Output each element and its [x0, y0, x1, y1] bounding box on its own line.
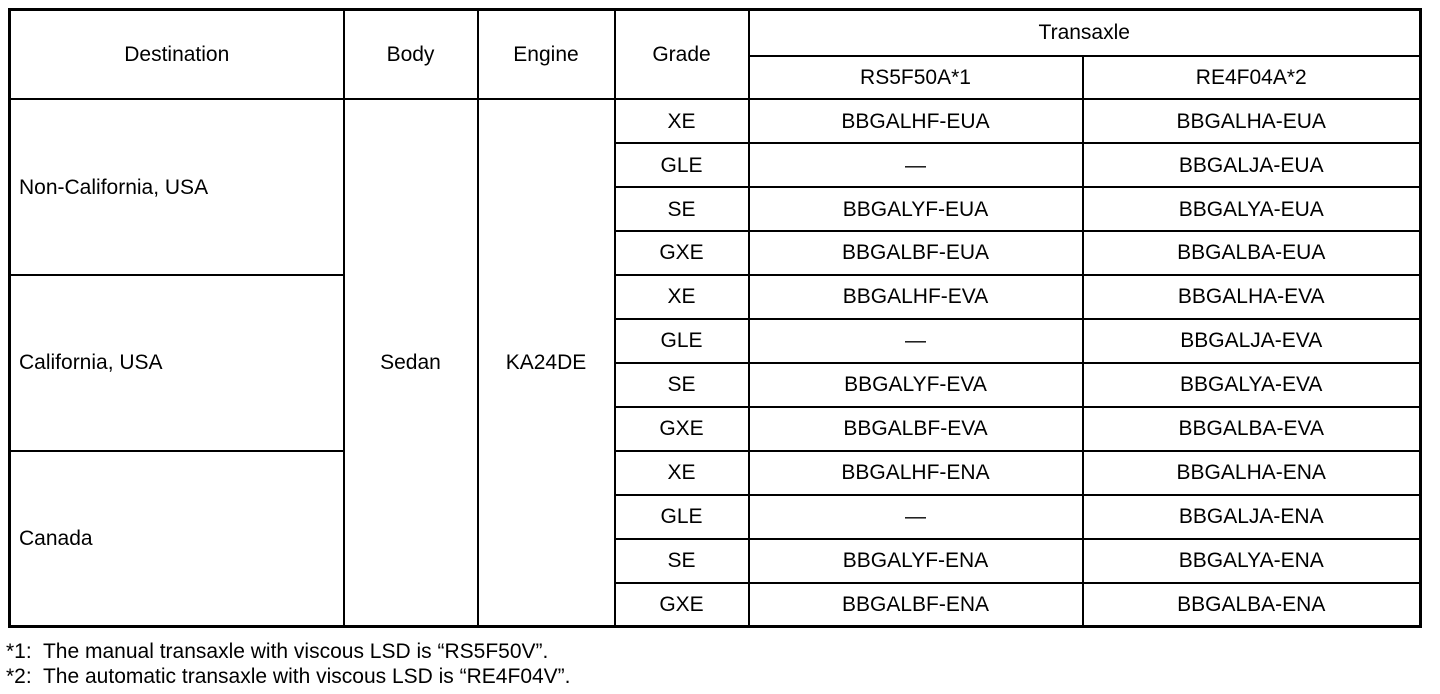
table-row: [10, 451, 1421, 495]
manual-model-cell: BBGALHF-ENA: [749, 451, 1083, 495]
body-cell: Sedan: [344, 99, 478, 626]
manual-model-cell: BBGALBF-EVA: [749, 407, 1083, 451]
automatic-model-cell: BBGALBA-EVA: [1083, 407, 1421, 451]
automatic-model-cell: BBGALYA-EUA: [1083, 187, 1421, 231]
header-transaxle: Transaxle: [749, 10, 1421, 56]
automatic-model-cell: BBGALHA-EVA: [1083, 275, 1421, 319]
manual-model-cell: —: [749, 143, 1083, 187]
automatic-model-cell: BBGALHA-ENA: [1083, 451, 1421, 495]
table-row: [10, 275, 1421, 319]
destination-cell: Non-California, USA: [10, 99, 344, 275]
grade-cell: XE: [615, 275, 749, 319]
footnote-2: *2: The automatic transaxle with viscous LSD is “RE4F04V”.: [6, 665, 571, 688]
automatic-model-cell: BBGALJA-EUA: [1083, 143, 1421, 187]
destination-cell: California, USA: [10, 275, 344, 451]
header-engine: Engine: [478, 10, 615, 100]
header-manual-transaxle: RS5F50A*1: [749, 56, 1083, 99]
automatic-model-cell: BBGALYA-ENA: [1083, 539, 1421, 583]
automatic-model-cell: BBGALBA-ENA: [1083, 583, 1421, 627]
grade-cell: XE: [615, 451, 749, 495]
automatic-model-cell: BBGALYA-EVA: [1083, 363, 1421, 407]
engine-cell: KA24DE: [478, 99, 615, 626]
grade-cell: SE: [615, 539, 749, 583]
grade-cell: XE: [615, 99, 749, 143]
automatic-model-cell: BBGALHA-EUA: [1083, 99, 1421, 143]
grade-cell: SE: [615, 187, 749, 231]
grade-cell: GLE: [615, 143, 749, 187]
grade-cell: GLE: [615, 495, 749, 539]
manual-model-cell: BBGALBF-ENA: [749, 583, 1083, 627]
grade-cell: GXE: [615, 407, 749, 451]
manual-model-cell: BBGALHF-EUA: [749, 99, 1083, 143]
grade-cell: GXE: [615, 231, 749, 275]
table-row: [10, 99, 1421, 143]
destination-cell: Canada: [10, 451, 344, 627]
footnotes: [6, 639, 571, 689]
automatic-model-cell: BBGALJA-ENA: [1083, 495, 1421, 539]
header-destination: Destination: [10, 10, 344, 100]
spec-table: [8, 8, 1422, 628]
header-automatic-transaxle: RE4F04A*2: [1083, 56, 1421, 99]
manual-model-cell: BBGALYF-EUA: [749, 187, 1083, 231]
grade-cell: SE: [615, 363, 749, 407]
manual-model-cell: —: [749, 495, 1083, 539]
manual-model-cell: —: [749, 319, 1083, 363]
manual-model-cell: BBGALBF-EUA: [749, 231, 1083, 275]
manual-model-cell: BBGALYF-ENA: [749, 539, 1083, 583]
header-grade: Grade: [615, 10, 749, 100]
manual-model-cell: BBGALHF-EVA: [749, 275, 1083, 319]
header-body: Body: [344, 10, 478, 100]
grade-cell: GXE: [615, 583, 749, 627]
manual-model-cell: BBGALYF-EVA: [749, 363, 1083, 407]
automatic-model-cell: BBGALJA-EVA: [1083, 319, 1421, 363]
grade-cell: GLE: [615, 319, 749, 363]
footnote-1: *1: The manual transaxle with viscous LSD is “RS5F50V”.: [6, 640, 549, 663]
automatic-model-cell: BBGALBA-EUA: [1083, 231, 1421, 275]
